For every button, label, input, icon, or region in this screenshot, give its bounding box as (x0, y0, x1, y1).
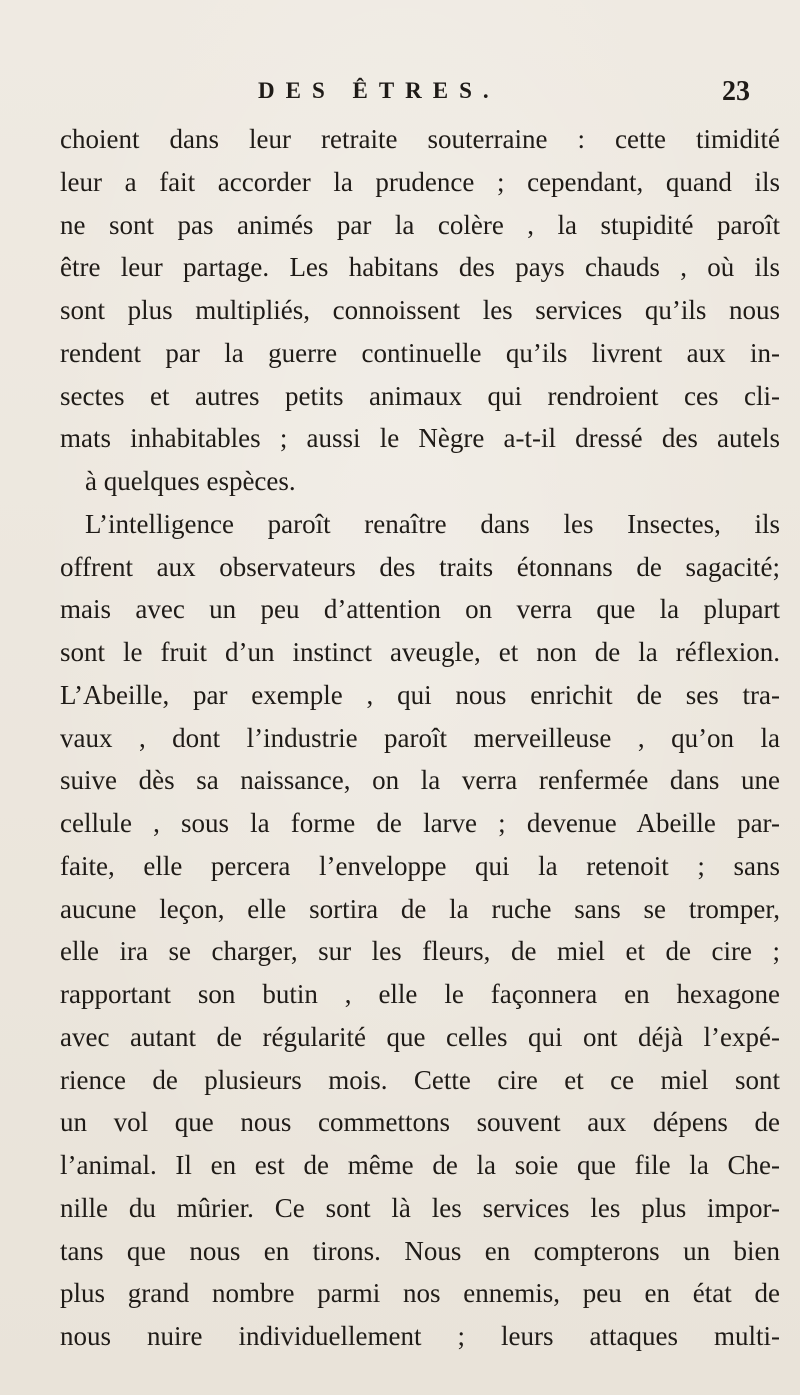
text-line: rience de plusieurs mois. Cette cire et ce miel sont (60, 1064, 780, 1095)
text-line: nille du mûrier. Ce sont là les services les plus impor- (60, 1192, 780, 1223)
text-line: sont plus multipliés, connoissent les services qu’ils nous (60, 295, 780, 325)
text-line: cellule , sous la forme de larve ; devenue Abeille par- (60, 808, 780, 838)
page-header (0, 78, 800, 118)
text-line: offrent aux observateurs des traits étonnans de sagacité; (60, 551, 780, 582)
text-line: L’Abeille, par exemple , qui nous enrichit de ses tra- (60, 679, 780, 710)
text-line: sectes et autres petits animaux qui rendroient ces cli- (60, 380, 780, 411)
page-number: 23 (722, 76, 750, 107)
text-line: aucune leçon, elle sortira de la ruche sans se tromper, (60, 893, 780, 924)
text-line: suive dès sa naissance, on la verra renfermée dans une (60, 765, 780, 796)
text-line: elle ira se charger, sur les fleurs, de miel et de cire ; (60, 936, 780, 967)
text-line: plus grand nombre parmi nos ennemis, peu en état de (60, 1278, 780, 1309)
text-line: mats inhabitables ; aussi le Nègre a-t-il dressé des autels (60, 423, 780, 454)
text-line: vaux , dont l’industrie paroît merveilleuse , qu’on la (60, 722, 780, 753)
text-line: sont le fruit d’un instinct aveugle, et non de la réflexion. (60, 637, 780, 667)
text-line: L’intelligence paroît renaître dans les Insectes, ils (85, 508, 780, 539)
text-line: leur a fait accorder la prudence ; cependant, quand ils (60, 166, 780, 197)
text-line: choient dans leur retraite souterraine : cette timidité (60, 124, 780, 154)
text-line: faite, elle percera l’enveloppe qui la retenoit ; sans (60, 850, 780, 881)
text-line: mais avec un peu d’attention on verra que la plupart (60, 594, 780, 625)
text-line: rendent par la guerre continuelle qu’ils livrent aux in- (60, 337, 780, 368)
text-line: rapportant son butin , elle le façonnera en hexagone (60, 979, 780, 1009)
text-line: nous nuire individuellement ; leurs attaques multi- (60, 1321, 780, 1351)
text-line: un vol que nous commettons souvent aux dépens de (60, 1107, 780, 1138)
body-text (60, 118, 780, 1358)
text-line: tans que nous en tirons. Nous en compterons un bien (60, 1235, 780, 1266)
text-line: à quelques espèces. (85, 466, 296, 496)
text-line: ne sont pas animés par la colère , la stupidité paroît (60, 209, 780, 240)
text-line: être leur partage. Les habitans des pays chauds , où ils (60, 252, 780, 283)
text-line: l’animal. Il en est de même de la soie que file la Che- (60, 1150, 780, 1180)
running-title: DES ÊTRES. (258, 78, 500, 103)
text-line: avec autant de régularité que celles qui ont déjà l’expé- (60, 1021, 780, 1052)
